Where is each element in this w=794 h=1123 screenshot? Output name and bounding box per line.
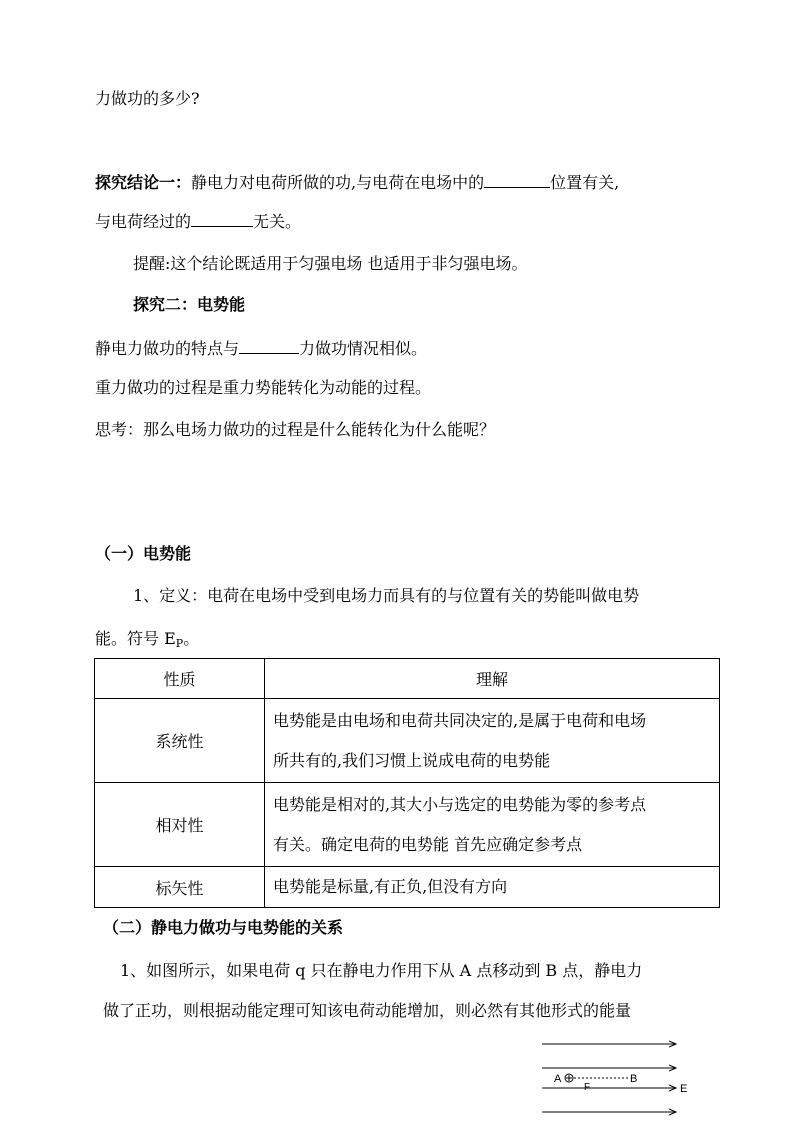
conclusion-line2-b: 无关。 — [253, 212, 302, 231]
section-two-heading: （二）静电力做功与电势能的关系 — [103, 918, 344, 937]
blank-position[interactable] — [484, 171, 550, 188]
electric-field-figure — [530, 1032, 710, 1120]
label-e: E — [680, 1083, 688, 1095]
gravity-line: 重力做功的过程是重力势能转化为动能的过程。 — [95, 378, 432, 397]
definition-line2-b: 。 — [183, 629, 200, 648]
desc-line: 有关。确定电荷的电势能 首先应确定参考点 — [273, 834, 583, 854]
conclusion-text-b: 位置有关, — [550, 173, 620, 192]
similarity-a: 静电力做功的特点与 — [95, 339, 240, 358]
conclusion-one — [95, 171, 619, 194]
table-header-row — [95, 659, 720, 699]
conclusion-text-a: 静电力对电荷所做的功,与电荷在电场中的 — [191, 173, 485, 192]
definition-line2 — [95, 628, 199, 655]
desc-line: 所共有的,我们习惯上说成电荷的电势能 — [273, 750, 551, 770]
blank-path[interactable] — [191, 210, 253, 227]
table-cell-name: 系统性 — [95, 699, 265, 783]
section-one-heading: （一）电势能 — [95, 544, 192, 563]
table-header-understanding: 理解 — [265, 659, 720, 699]
inquiry-two-heading: 探究二：电势能 — [133, 295, 246, 314]
conclusion-line2-a: 与电荷经过的 — [95, 212, 192, 231]
table-cell-name: 标矢性 — [95, 867, 265, 908]
label-b: B — [630, 1073, 638, 1085]
reminder: 提醒:这个结论既适用于匀强电场 也适用于非匀强电场。 — [133, 254, 528, 273]
table-row — [95, 783, 720, 867]
table-cell-desc — [265, 783, 720, 867]
table-cell-desc — [265, 699, 720, 783]
label-f: F — [584, 1082, 591, 1093]
definition-line1: 1、定义：电荷在电场中受到电场力而具有的与位置有关的势能叫做电势 — [133, 586, 640, 605]
table-header-property: 性质 — [95, 659, 265, 699]
table-row — [95, 867, 720, 908]
property-table — [94, 658, 720, 908]
desc-line: 电势能是由电场和电荷共同决定的,是属于电荷和电场 — [273, 710, 647, 730]
definition-line2-a: 能。符号 E — [95, 629, 176, 648]
blank-force[interactable] — [239, 337, 299, 354]
continuation-line: 力做功的多少? — [95, 89, 200, 108]
paragraph-line1: 1、如图所示，如果电荷 q 只在静电力作用下从 A 点移动到 B 点，静电力 — [120, 961, 643, 980]
think-line: 思考：那么电场力做功的过程是什么能转化为什么能呢？ — [95, 420, 496, 439]
desc-line: 电势能是标量,有正负,但没有方向 — [273, 877, 508, 896]
similarity-b: 力做功情况相似。 — [299, 339, 428, 358]
label-a: A — [554, 1073, 562, 1085]
similarity-line — [95, 337, 427, 360]
table-cell-desc — [265, 867, 720, 908]
conclusion-one-line2 — [95, 210, 301, 233]
table-row — [95, 699, 720, 783]
table-cell-name: 相对性 — [95, 783, 265, 867]
desc-line: 电势能是相对的,其大小与选定的电势能为零的参考点 — [273, 794, 647, 814]
conclusion-label: 探究结论一： — [95, 173, 192, 192]
symbol-subscript: P — [175, 637, 184, 650]
paragraph-line2: 做了正功，则根据动能定理可知该电荷动能增加，则必然有其他形式的能量 — [103, 1001, 632, 1020]
